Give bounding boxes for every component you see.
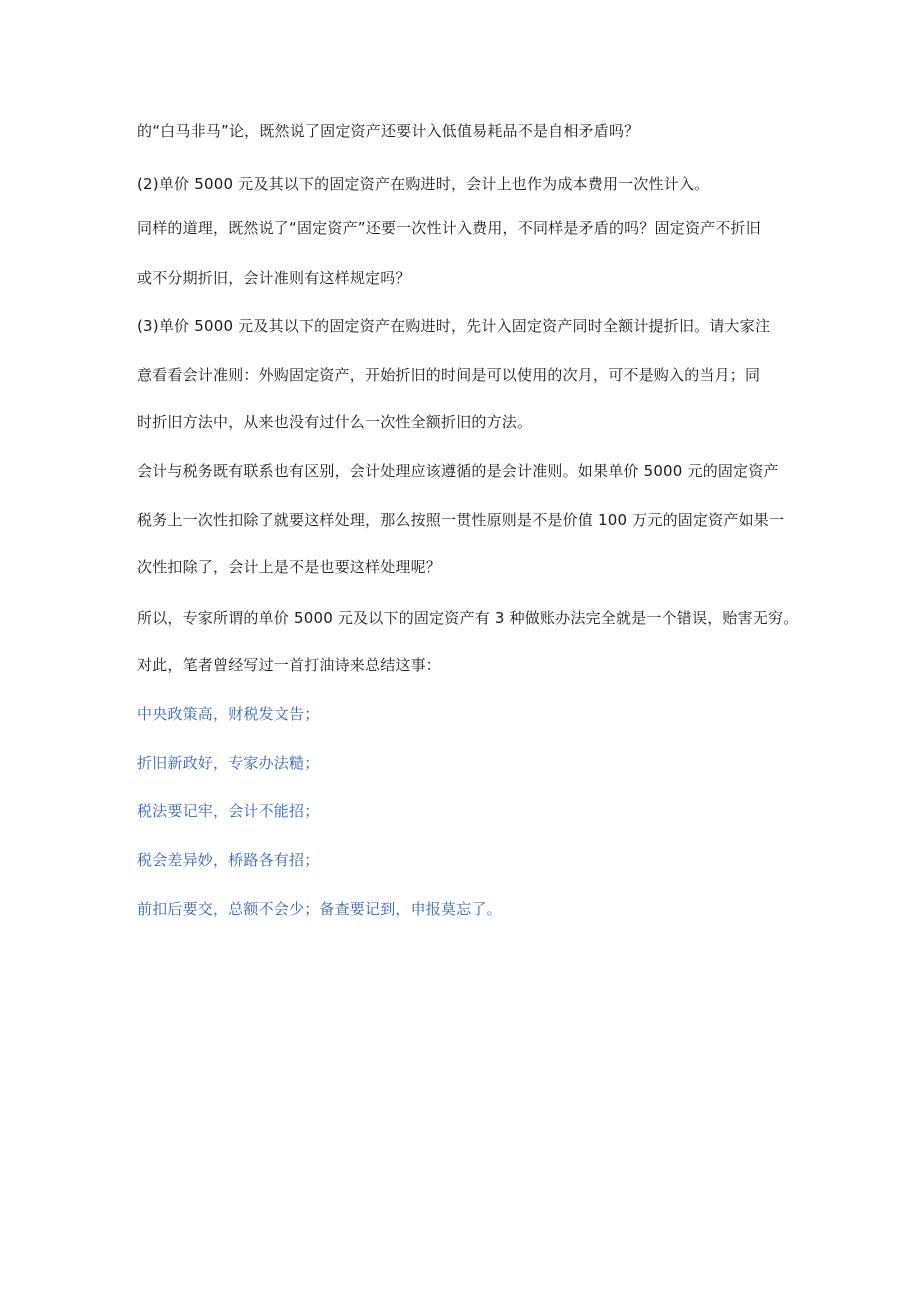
paragraph-line: 时折旧方法中，从来也没有过什么一次性全额折旧的方法。 — [137, 413, 533, 431]
paragraph-line: (2)单价 5000 元及其以下的固定资产在购进时，会计上也作为成本费用一次性计入。 — [137, 175, 710, 193]
poem-line: 税法要记牢，会计不能招； — [137, 802, 320, 820]
poem-line: 中央政策高，财税发文告； — [137, 705, 320, 723]
paragraph-line: 同样的道理，既然说了“固定资产”还要一次性计入费用，不同样是矛盾的吗？固定资产不折旧 — [137, 219, 761, 237]
paragraph-line: 的“白马非马”论，既然说了固定资产还要计入低值易耗品不是自相矛盾吗？ — [137, 122, 640, 140]
paragraph-line: 所以，专家所谓的单价 5000 元及以下的固定资产有 3 种做账办法完全就是一个错误，贻害无穷。 — [137, 609, 799, 627]
paragraph-line: 对此，笔者曾经写过一首打油诗来总结这事： — [137, 656, 442, 674]
paragraph-line: 意看看会计准则：外购固定资产，开始折旧的时间是可以使用的次月，可不是购入的当月；同 — [137, 366, 761, 384]
paragraph-line: 或不分期折旧，会计准则有这样规定吗？ — [137, 269, 411, 287]
paragraph-line: (3)单价 5000 元及其以下的固定资产在购进时，先计入固定资产同时全额计提折旧。请大家注 — [137, 317, 771, 335]
paragraph-line: 次性扣除了，会计上是不是也要这样处理呢？ — [137, 558, 442, 576]
paragraph-line: 会计与税务既有联系也有区别，会计处理应该遵循的是会计准则。如果单价 5000 元的固定资产 — [137, 462, 779, 480]
poem-line: 前扣后要交，总额不会少；备查要记到，申报莫忘了。 — [137, 900, 502, 918]
poem-line: 税会差异妙，桥路各有招； — [137, 851, 320, 869]
paragraph-line: 税务上一次性扣除了就要这样处理，那么按照一贯性原则是不是价值 100 万元的固定资产如果一 — [137, 511, 785, 529]
poem-line: 折旧新政好，专家办法糙； — [137, 754, 320, 772]
